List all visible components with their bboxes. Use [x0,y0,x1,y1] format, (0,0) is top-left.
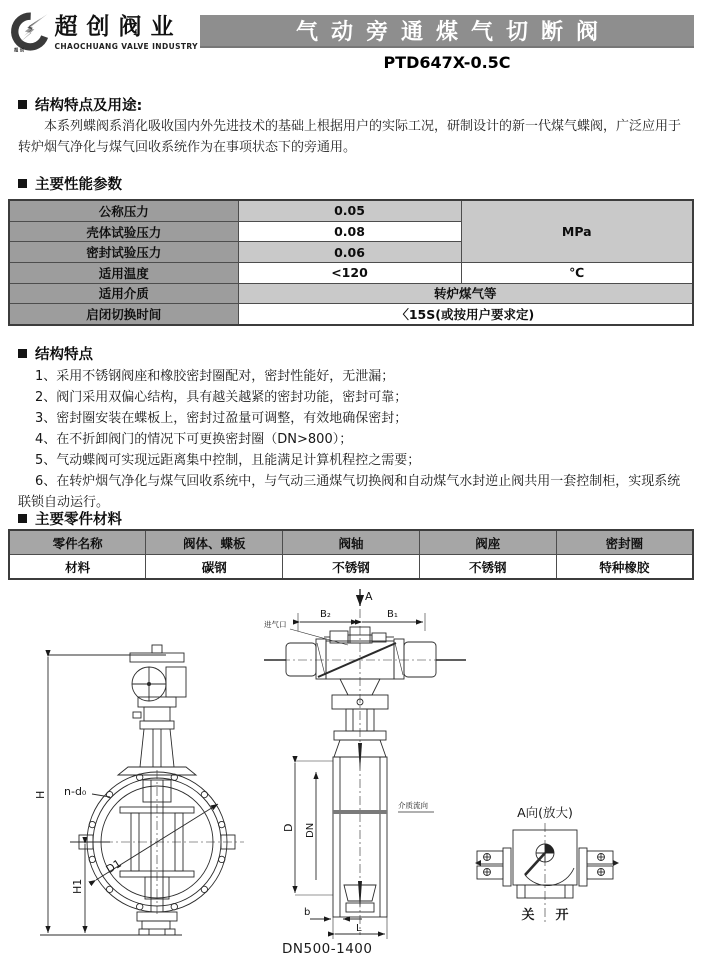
section-heading-features: 结构特点 [18,343,93,364]
performance-table [8,199,694,326]
cell: 碳钢 [146,555,283,580]
table-row [9,200,693,221]
side-view-lines [264,589,466,939]
param-label: 公称压力 [9,200,238,221]
dim-d1-label: D1 [103,856,124,877]
square-bullet-icon [18,179,27,188]
usage-paragraph: 本系列蝶阀系消化吸收国内外先进技术的基础上根据用户的实际工况，研制设计的新一代煤气蝶阀，广泛应用于转炉烟气净化与煤气回收系统作为在事项状态下的旁通用。 [18,119,682,155]
table-row [9,555,693,580]
cell: 特种橡胶 [556,555,693,580]
table-row [9,262,693,283]
col-header: 阀轴 [283,530,420,555]
col-header: 零件名称 [9,530,146,555]
size-range-caption: DN500-1400 [282,941,373,957]
list-item: 2、阀门采用双偏心结构，具有越关越紧的密封功能，密封可靠； [35,390,408,405]
param-value: 0.06 [238,242,461,263]
dim-h1-label: H1 [71,878,84,894]
list-item: 3、密封圈安装在蝶板上，密封过盈量可调整，有效地确保密封； [35,411,408,426]
closed-label: 关 [521,908,535,923]
list-item: 1、采用不锈钢阀座和橡胶密封圈配对，密封性能好，无泄漏； [35,369,395,384]
cell: 材料 [9,555,146,580]
cell: 不锈钢 [283,555,420,580]
company-logo [8,6,198,58]
brand-text [54,6,198,51]
param-value: 0.08 [238,221,461,242]
square-bullet-icon [18,514,27,523]
square-bullet-icon [18,100,27,109]
param-label: 密封试验压力 [9,242,238,263]
square-bullet-icon [18,349,27,358]
front-view-drawing [30,633,270,955]
air-inlet-label: 进气口 [264,620,287,629]
section-heading-performance: 主要性能参数 [18,173,122,194]
col-header: 阀体、蝶板 [146,530,283,555]
dim-dn-label: DN [305,822,316,838]
flow-direction-label: 介质流向 [398,801,428,810]
param-label: 启闭切换时间 [9,304,238,325]
table-row [9,283,693,304]
section-heading-materials: 主要零件材料 [18,508,122,529]
param-value: <120 [238,262,461,283]
dim-b1-label: B₁ [387,609,398,620]
col-header: 密封圈 [556,530,693,555]
svg-text:超 创: 超 创 [13,48,25,54]
param-value: 转炉煤气等 [238,283,693,304]
cell: 不锈钢 [419,555,556,580]
detail-view-lines [475,823,619,923]
open-label: 开 [555,908,569,923]
dim-b2-label: B₂ [320,609,331,620]
dim-l-label: L [356,923,362,934]
product-title-bar [200,15,694,48]
features-list [18,366,682,513]
product-title: 气动旁通煤气切断阀 [295,20,611,45]
view-arrow-label: A [365,590,373,603]
param-value: 0.05 [238,200,461,221]
dim-d-label: D [282,823,295,832]
dim-h-label: H [34,790,47,799]
list-item: 6、在转炉烟气净化与煤气回收系统中，与气动三通煤气切换阀和自动煤气水封逆止阀共用一套控制柜，实现系统联锁自动运行。 [18,474,681,510]
param-unit: ℃ [461,262,693,283]
col-header: 阀座 [419,530,556,555]
param-label: 适用介质 [9,283,238,304]
table-row [9,304,693,325]
materials-table [8,529,694,580]
dim-b-label: b [304,907,311,918]
bolt-holes-label: n-d₀ [64,785,87,798]
logo-emblem-icon [8,6,50,60]
model-number: PTD647X-0.5C [383,53,511,72]
side-view-drawing [260,585,480,955]
section-heading-usage: 结构特点及用途: [18,94,142,115]
detail-view-drawing [475,795,675,945]
param-label: 壳体试验压力 [9,221,238,242]
list-item: 4、在不折卸阀门的情况下可更换密封圈（DN>800）； [35,432,353,447]
brand-name-cn: 超创阀业 [54,14,183,40]
brand-name-en: CHAOCHUANG VALVE INDUSTRY [54,42,198,51]
table-row [9,530,693,555]
param-value: 〈15S(或按用户要求定) [238,304,693,325]
param-unit: MPa [461,200,693,262]
list-item: 5、气动蝶阀可实现远距离集中控制，且能满足计算机程控之需要； [35,453,421,468]
detail-view-title: A向(放大) [517,805,573,820]
param-label: 适用温度 [9,262,238,283]
